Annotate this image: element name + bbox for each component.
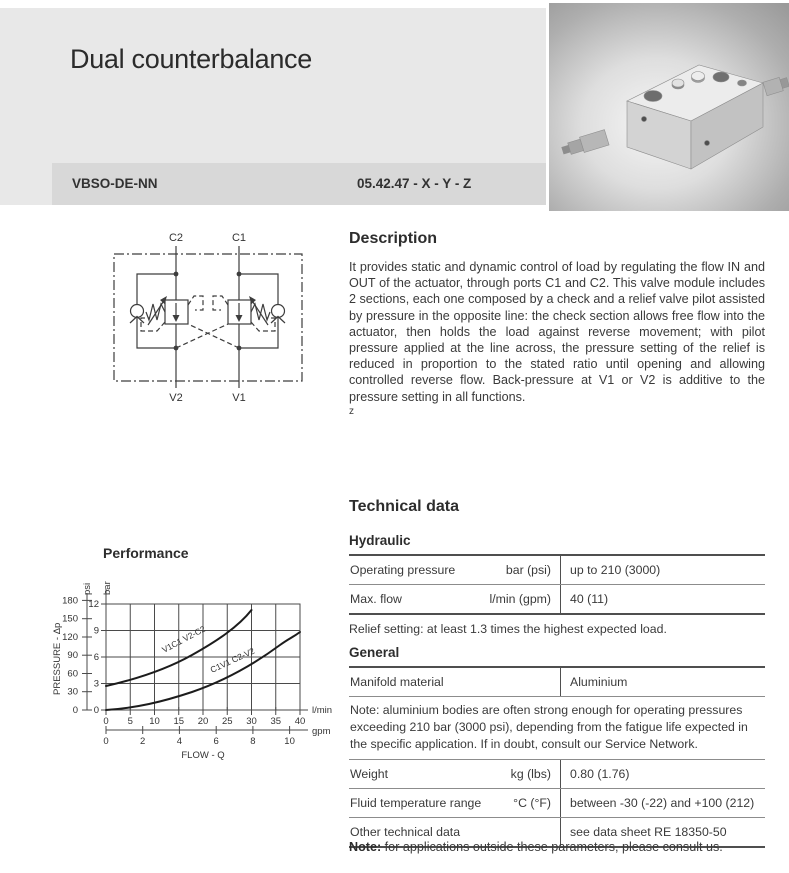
row-unit: kg (lbs) (510, 767, 551, 781)
junction-dot (174, 272, 179, 277)
row-unit: °C (°F) (513, 796, 551, 810)
x-unit-gpm: gpm (312, 726, 331, 737)
description-section (349, 230, 765, 417)
x-tick-lmin: 35 (270, 716, 282, 727)
description-footnote: z (349, 405, 354, 417)
y-tick-bar: 3 (93, 678, 99, 690)
row-label: Manifold material (350, 675, 444, 689)
product-photo-illustration (549, 3, 789, 211)
row-label: Other technical data (350, 825, 461, 839)
x-tick-lmin: 15 (173, 716, 185, 727)
y-tick-psi: 120 (62, 632, 78, 643)
row-label: Max. flow (350, 592, 402, 606)
row-unit: l/min (gpm) (489, 592, 551, 606)
row-value: up to 210 (3000) (560, 556, 765, 584)
table-row (349, 760, 765, 789)
general-section (349, 645, 765, 848)
table-row (349, 668, 765, 697)
table-row (349, 585, 765, 613)
description-heading: Description (349, 230, 438, 247)
y-tick-psi: 30 (67, 686, 78, 698)
x-tick-gpm: 0 (103, 736, 109, 747)
hydraulic-schematic (85, 228, 335, 408)
check-valve-right-icon (272, 305, 285, 318)
footer-note-bold: Note: (349, 840, 382, 854)
x-tick-gpm: 10 (284, 736, 295, 747)
x-tick-lmin: 20 (197, 716, 209, 727)
x-tick-lmin: 25 (221, 716, 233, 727)
y-tick-psi: 90 (67, 650, 78, 662)
performance-title: Performance (103, 545, 189, 561)
x-tick-lmin: 30 (246, 716, 257, 727)
junction-dot (237, 272, 242, 277)
performance-chart (40, 565, 350, 770)
y-axis-title: PRESSURE - Δp (52, 622, 63, 695)
y-tick-bar: 0 (93, 705, 99, 716)
row-label: Operating pressure (350, 563, 456, 577)
relief-setting-note: Relief setting: at least 1.3 times the highest expected load. (349, 622, 667, 636)
general-table-note: Note: aluminium bodies are often strong enough for operating pressures exceeding 210 bar (3000 psi), depending from the fatigue life expected in the specific application. If in doubt, consult our Service Network. (349, 697, 765, 760)
y-tick-psi: 0 (72, 705, 78, 716)
junction-dot (237, 346, 242, 351)
description-body: It provides static and dynamic control of load by regulating the flow IN and OUT of the actuator, through ports C1 and C2. This valve module includes 2 sections, each one composed by a check and a relief valve pilot assisted by pressure in the opposite line: the check section allows free flow into the actuator, then holds the load against reverse movement; with pilot pressure applied at the line across, the pressure setting of the relief is reduced in proportion to the stated ratio until opening and allowing controlled reverse flow. Back-pressure at V1 or V2 is additive to the pressure setting in all functions. (349, 260, 765, 404)
row-value: Aluminium (560, 668, 765, 696)
general-heading: General (349, 645, 400, 660)
technical-data-heading-wrap (349, 498, 765, 516)
hydraulic-section (349, 533, 765, 636)
table-row (349, 556, 765, 585)
port-label-c2: C2 (168, 232, 184, 244)
hydraulic-table (349, 554, 765, 615)
y-tick-psi: 150 (62, 613, 78, 625)
curve-label-2: C1V1 C2-V2 (208, 645, 257, 675)
row-label: Fluid temperature range (350, 796, 482, 810)
model-name: VBSO-DE-NN (72, 176, 158, 191)
y-tick-bar: 12 (88, 599, 99, 610)
row-unit: bar (psi) (505, 563, 551, 577)
y-tick-psi: 60 (67, 668, 78, 680)
x-tick-lmin: 40 (294, 716, 306, 727)
port-label-v1: V1 (232, 392, 246, 404)
model-code: 05.42.47 - X - Y - Z (357, 176, 472, 191)
y-tick-bar: 9 (93, 625, 99, 637)
curve-label-1: V1C1 V2-C2 (160, 623, 208, 655)
row-label: Weight (350, 767, 389, 781)
check-valve-left-icon (131, 305, 144, 318)
x-unit-lmin: l/min (312, 705, 333, 716)
y-tick-bar: 6 (93, 652, 99, 663)
x-tick-lmin: 10 (149, 716, 160, 727)
page-title: Dual counterbalance (70, 44, 312, 74)
row-value: 0.80 (1.76) (560, 760, 765, 788)
row-value: see data sheet RE 18350-50 (560, 818, 765, 846)
schematic-drawing (85, 228, 335, 408)
port-label-c1: C1 (231, 232, 247, 244)
x-tick-gpm: 2 (140, 736, 146, 747)
x-tick-lmin: 0 (103, 716, 109, 727)
y-unit-psi: psi (82, 582, 93, 595)
x-tick-gpm: 4 (176, 736, 183, 747)
x-tick-lmin: 5 (127, 716, 133, 727)
hydraulic-heading: Hydraulic (349, 533, 411, 548)
x-tick-gpm: 8 (250, 736, 256, 747)
footer-note-text: for applications outside these parameters, please consult us. (381, 840, 723, 854)
x-axis-title: FLOW - Q (181, 750, 225, 761)
general-table (349, 666, 765, 848)
product-photo (549, 3, 789, 211)
model-strip (52, 163, 546, 205)
footer-note (349, 840, 723, 854)
junction-dot (174, 346, 179, 351)
y-unit-bar: bar (102, 581, 113, 595)
row-value: 40 (11) (560, 585, 765, 613)
performance-chart-svg (40, 565, 350, 770)
table-row (349, 789, 765, 818)
y-tick-psi: 180 (62, 595, 78, 607)
technical-data-heading: Technical data (349, 498, 459, 515)
port-label-v2: V2 (169, 392, 183, 404)
row-value: between -30 (-22) and +100 (212) (560, 789, 765, 817)
x-tick-gpm: 6 (213, 736, 219, 747)
